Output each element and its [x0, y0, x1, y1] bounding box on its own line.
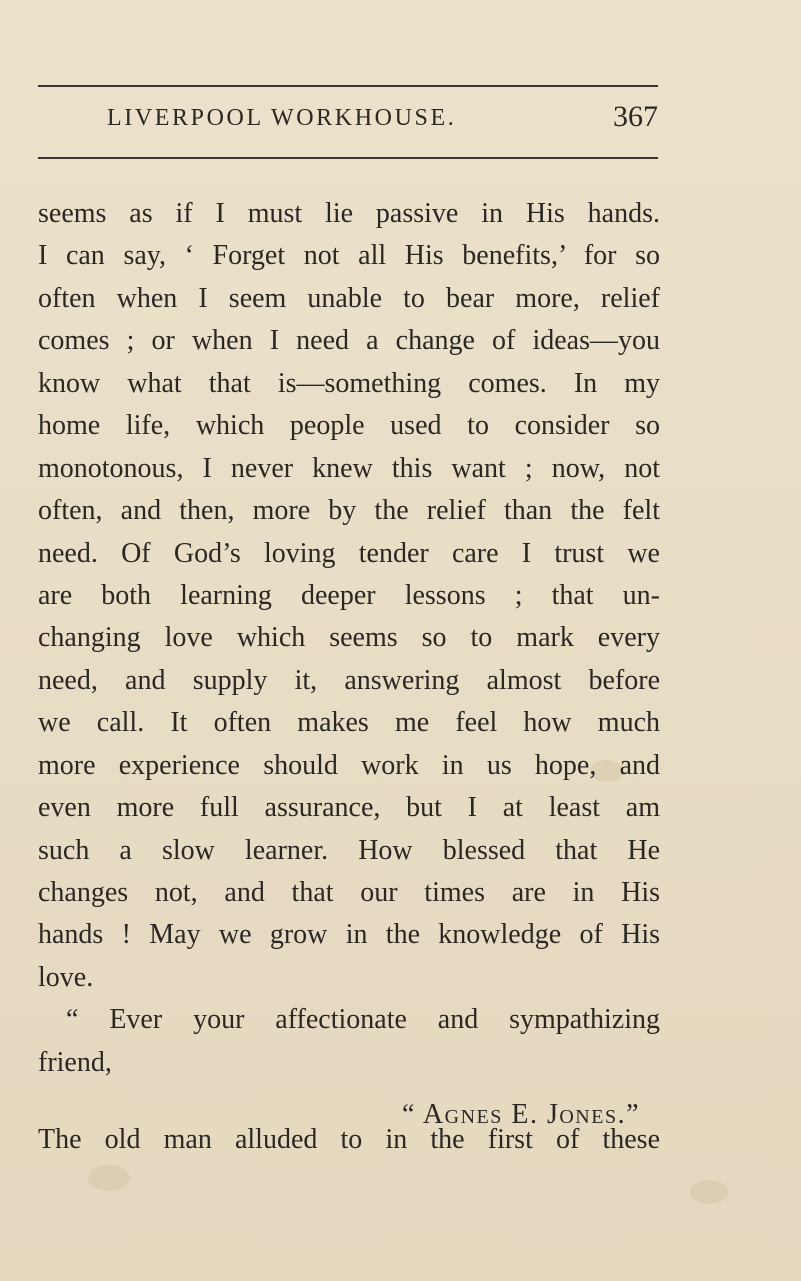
- letter-body: [38, 193, 660, 1137]
- header-bottom-rule: [38, 157, 658, 159]
- text-line: comes ; or when I need a change of ideas—you: [38, 325, 660, 357]
- text-line: I can say, ‘ Forget not all His benefits,’ for so: [38, 240, 660, 272]
- text-line: changes not, and that our times are in His: [38, 877, 660, 908]
- paper-stain: [88, 1165, 130, 1191]
- text-line: seems as if I must lie passive in His hands.: [38, 198, 660, 229]
- paper-stain: [690, 1180, 728, 1204]
- text-line: we call. It often makes me feel how much: [38, 707, 660, 739]
- closing-line: The old man alluded to in the first of these: [38, 1124, 660, 1155]
- signature-text: “ Agnes E. Jones.”: [402, 1099, 640, 1131]
- header-top-rule: [38, 85, 658, 87]
- text-line: often, and then, more by the relief than the felt: [38, 495, 660, 527]
- text-line: need, and supply it, answering almost before: [38, 664, 660, 696]
- text-line: monotonous, I never knew this want ; now, not: [38, 452, 660, 484]
- running-title: LIVERPOOL WORKHOUSE.: [107, 105, 457, 131]
- text-line: hands ! May we grow in the knowledge of His: [38, 919, 660, 951]
- text-line: more experience should work in us hope, and: [38, 749, 660, 781]
- text-line: know what that is—something comes. In my: [38, 367, 660, 399]
- text-line: need. Of God’s loving tender care I trust we: [38, 537, 660, 569]
- text-line: changing love which seems so to mark every: [38, 622, 660, 654]
- text-line: even more full assurance, but I at least am: [38, 792, 660, 824]
- text-line: often when I seem unable to bear more, relief: [38, 282, 660, 314]
- text-line: home life, which people used to consider so: [38, 410, 660, 442]
- text-line: “ Ever your affectionate and sympathizing: [66, 1004, 660, 1036]
- text-line: are both learning deeper lessons ; that un-: [38, 579, 660, 611]
- text-line: friend,: [38, 1046, 112, 1078]
- text-line: love.: [38, 961, 94, 993]
- page-number: 367: [613, 100, 658, 133]
- running-header: [38, 100, 658, 143]
- text-line: such a slow learner. How blessed that He: [38, 834, 660, 866]
